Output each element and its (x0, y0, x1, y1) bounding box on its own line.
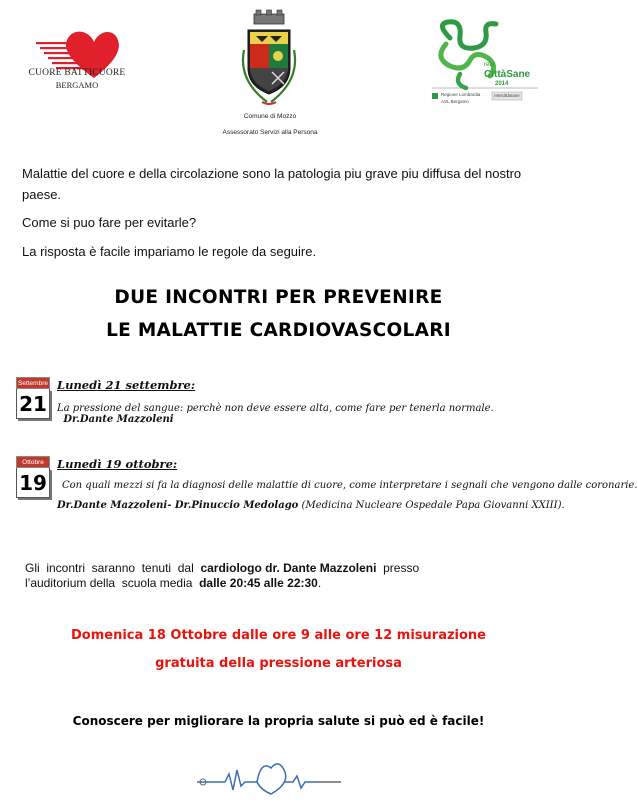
regione-label: Regione Lombardia (441, 92, 481, 97)
intro-paragraph-1: Malattie del cuore e della circolazione sono la patologia piu grave piu diffusa del nostro paese. (22, 166, 522, 202)
intro-paragraph-3: La risposta è facile impariamo le regole da seguire. (22, 244, 317, 259)
calendar-october-icon (16, 456, 50, 500)
info-time: dalle 20:45 alle 22:30 (199, 576, 318, 590)
info-text: Gli incontri saranno tenuti dal (25, 561, 201, 575)
closing-slogan: Conoscere per migliorare la propria salute si può ed è facile! (72, 714, 485, 728)
event2-description: Con quali mezzi si fa la diagnosi delle malattie di cuore, come interpretare i segnali che vengono dalle coronarie. (62, 480, 638, 491)
main-title-line2: LE MALATTIE CARDIOVASCOLARI (106, 320, 451, 341)
stethoscope-heart-icon (195, 752, 345, 797)
comune-crest-icon (234, 10, 304, 110)
asl-label: ASL Bergamo (441, 99, 469, 104)
rete-footer-label: retecittàsane (494, 93, 520, 98)
event2-speaker: Dr.Dante Mazzoleni- Dr.Pinuccio Medolago (57, 500, 299, 511)
main-title-line1: DUE INCONTRI PER PREVENIRE (114, 287, 443, 308)
calendar-day: 21 (16, 389, 50, 419)
event1-description: La pressione del sangue: perchè non deve essere alta, come fare per tenerla normale. (57, 403, 494, 414)
intro-paragraph-2: Come si puo fare per evitarle? (22, 215, 197, 230)
info-line-1 (25, 561, 540, 575)
cuore-batticuore-logo (14, 20, 124, 100)
calendar-september-icon (16, 377, 50, 421)
info-line-2 (25, 576, 540, 590)
calendar-day: 19 (16, 468, 50, 498)
citta-sane-year: 2014 (495, 81, 509, 87)
calendar-month: Ottobre (16, 456, 50, 468)
citta-sane-label: CittàSane (484, 69, 531, 80)
event1-heading: Lunedì 21 settembre: (57, 378, 196, 392)
comune-name: Comune di Mozzo (243, 113, 297, 120)
info-text: . (317, 576, 322, 590)
logo-left-line2: BERGAMO (55, 80, 99, 90)
calendar-month: Settembre (16, 377, 50, 389)
event2-speaker-note: (Medicina Nucleare Ospedale Papa Giovanni XXIII). (301, 500, 565, 511)
event1-description-line (57, 403, 537, 425)
notice-line2: gratuita della pressione arteriosa (155, 656, 402, 671)
info-text: l’auditorium della scuola media (25, 576, 200, 590)
event1-speaker: Dr.Dante Mazzoleni (63, 414, 174, 425)
assessorato-name: Assessorato Servizi alla Persona (222, 129, 318, 136)
info-text: presso (376, 561, 420, 575)
info-doctor: cardiologo dr. Dante Mazzoleni (200, 561, 377, 575)
event2-speaker-line (57, 500, 565, 511)
logo-left-line1: CUORE BATTICUORE (28, 68, 126, 78)
notice-line1: Domenica 18 Ottobre dalle ore 9 alle ore 12 misurazione (70, 628, 486, 643)
rete-label: rete (484, 62, 495, 68)
event2-heading: Lunedì 19 ottobre: (57, 457, 178, 471)
citta-sane-logo (430, 18, 540, 113)
